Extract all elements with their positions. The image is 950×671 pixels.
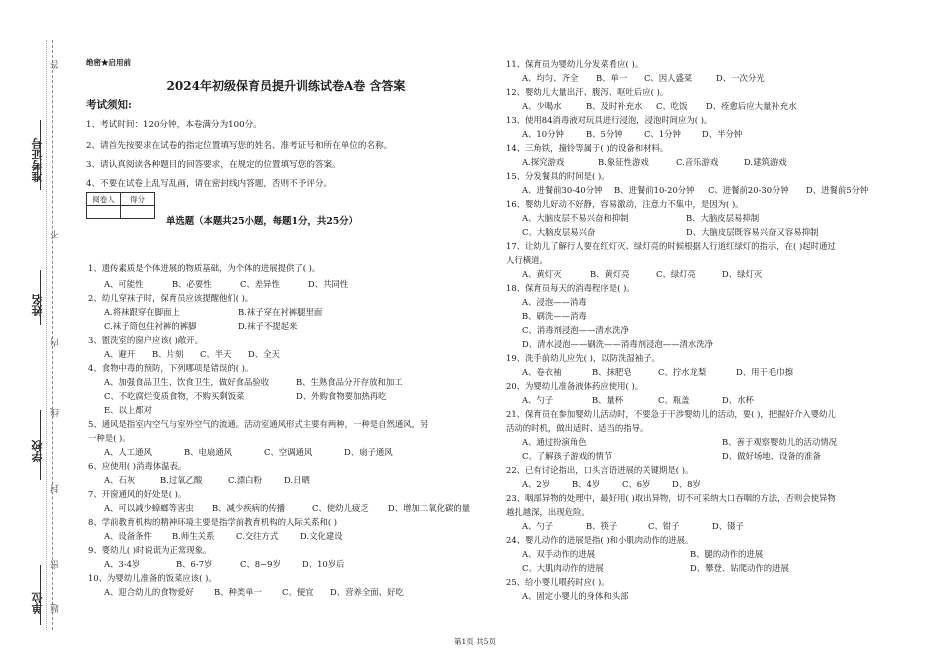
option[interactable]: A、石灰 <box>104 475 136 485</box>
option[interactable]: E、以上都对 <box>104 405 152 415</box>
option[interactable]: B、量杯 <box>592 395 624 405</box>
section-title: 单选题（本题共25小题，每题1分，共25分） <box>166 216 358 227</box>
option[interactable]: B、大脑皮层易抑制 <box>686 213 760 223</box>
option[interactable]: D.建筑游戏 <box>744 157 787 167</box>
option[interactable]: C、8~9岁 <box>240 559 281 569</box>
question-14: 14、三角铁，撞铃等属于( )的设备和材料。 <box>506 143 669 153</box>
notice-item: 3、请认真阅读各种题目的回答要求，在规定的位置填写您的答案。 <box>86 160 341 170</box>
question-21: 21、保育员在参加婴幼儿活动时，不要急于干涉婴幼儿的活动，要( )，把握好介入婴幼儿 <box>506 409 836 419</box>
admission-number-label: 准考证号 <box>31 138 44 182</box>
question-4: 4、食物中毒的预防，下列哪项是错误的( )。 <box>88 363 254 373</box>
option[interactable]: D、用干毛巾擦 <box>736 367 793 377</box>
option[interactable]: A、浸泡——消毒 <box>522 297 587 307</box>
option[interactable]: C、消毒剂浸泡——清水洗净 <box>522 325 629 335</box>
option[interactable]: C、差异性 <box>240 279 280 289</box>
question-13: 13、使用84消毒液对玩具进行浸泡，浸泡时间应为( )。 <box>506 115 713 125</box>
question-7: 7、开窗通风的好处是( )。 <box>88 489 187 499</box>
option[interactable]: A、均匀、齐全 <box>522 73 579 83</box>
option[interactable]: C.交往方式 <box>236 531 279 541</box>
option[interactable]: D、半分钟 <box>702 129 743 139</box>
question-17: 17、让幼儿了解行人要在红灯灭、绿灯亮的时候根据人行道红绿灯的指示，在( )起时通过 <box>506 241 836 251</box>
option[interactable]: B、4岁 <box>572 479 601 489</box>
option[interactable]: C、绿灯亮 <box>656 269 696 279</box>
school-field[interactable] <box>40 410 41 480</box>
score-table <box>86 192 155 219</box>
option[interactable]: A、10分钟 <box>522 129 564 139</box>
unit-label: 单位 <box>31 592 44 614</box>
option[interactable]: D、攀登、钻爬动作的进展 <box>690 563 789 573</box>
binding-strip <box>0 0 80 671</box>
page-title: 2024年初级保育员提升训练试卷A卷 含答案 <box>166 79 406 93</box>
question-5-cont: 一种是( )。 <box>88 433 131 443</box>
option[interactable]: D、痊愈后应大量补充水 <box>706 101 797 111</box>
option[interactable]: C.漂白粉 <box>228 475 262 485</box>
seal-mark: 线 <box>51 408 61 417</box>
unit-field[interactable] <box>40 565 41 625</box>
option[interactable]: D、水杯 <box>722 395 754 405</box>
option[interactable]: A、加强食品卫生、饮食卫生，做好食品验收 <box>104 377 270 387</box>
question-11: 11、保育员为婴幼儿分发菜肴应( )。 <box>506 59 644 69</box>
option[interactable]: A、可以减少蟑螂等害虫 <box>104 503 194 513</box>
question-21-cont: 活动的时机，做出适时、适当的指导。 <box>506 423 649 433</box>
option[interactable]: A、卷衣袖 <box>522 367 562 377</box>
option[interactable]: D、大脑皮层既容易兴奋又容易抑制 <box>686 227 819 237</box>
option[interactable]: B、生熟食品分开存放和加工 <box>296 377 403 387</box>
question-23-cont: 越扎越深，出现危险。 <box>506 507 590 517</box>
option[interactable]: B、善于观察婴幼儿的活动情况 <box>722 437 838 447</box>
grader-cell[interactable] <box>87 206 121 219</box>
option[interactable]: B.袜子穿在衬裤腿里面 <box>238 307 323 317</box>
option[interactable]: C、大肌肉动作的进展 <box>522 563 604 573</box>
question-20: 20、为婴幼儿准备液体药应使用( )。 <box>506 381 644 391</box>
option[interactable]: A.将袜跟穿在脚面上 <box>104 307 180 317</box>
seal-mark: 题 <box>51 604 61 613</box>
option[interactable]: C、因人盛菜 <box>644 73 693 83</box>
seal-mark: 答 <box>51 60 61 69</box>
option[interactable]: D、镊子 <box>712 521 744 531</box>
page-number: 第1页 共5页 <box>454 637 496 646</box>
option[interactable]: A、勺子 <box>522 521 554 531</box>
option[interactable]: A、黄灯灭 <box>522 269 562 279</box>
question-19: 19、洗手前幼儿应先( )，以防洗湿袖子。 <box>506 353 660 363</box>
option[interactable]: B.象征性游戏 <box>598 157 649 167</box>
question-12: 12、婴幼儿大量出汗、腹泻、呕吐后应( )。 <box>506 87 669 97</box>
option[interactable]: A、3-4岁 <box>104 559 141 569</box>
seal-line <box>52 40 53 630</box>
question-24: 24、婴儿动作的进展是指( )和小肌肉动作的进展。 <box>506 535 694 545</box>
seal-mark: 密 <box>51 560 61 569</box>
seal-mark: 内 <box>51 338 61 347</box>
option[interactable]: C、空调通风 <box>264 447 313 457</box>
option[interactable]: B、单一 <box>596 73 628 83</box>
option[interactable]: D、进餐前5分钟 <box>806 185 869 195</box>
score-label: 得分 <box>121 193 155 206</box>
option[interactable]: D、做好场地、设备的准备 <box>722 451 821 461</box>
option[interactable]: D、共同性 <box>308 279 349 289</box>
option[interactable]: D.文化建设 <box>300 531 343 541</box>
option[interactable]: A、少喝水 <box>522 101 562 111</box>
option[interactable]: C、便宜 <box>282 587 314 597</box>
option[interactable]: B、减少疾病的传播 <box>212 503 286 513</box>
option[interactable]: D、8岁 <box>672 479 701 489</box>
option[interactable]: C.音乐游戏 <box>676 157 719 167</box>
option[interactable]: A、通过扮演角色 <box>522 437 587 447</box>
option[interactable]: B、抹肥皂 <box>592 367 632 377</box>
question-10: 10、为婴幼儿准备的饭菜应该( )。 <box>88 573 217 583</box>
option[interactable]: B、筷子 <box>586 521 618 531</box>
seal-mark: 不 <box>51 230 61 239</box>
option[interactable]: B、腿的动作的进展 <box>690 549 764 559</box>
question-15: 15、分发餐具的时间是( )。 <box>506 171 610 181</box>
option[interactable]: C、吃饭 <box>656 101 688 111</box>
option[interactable]: D、全天 <box>248 349 280 359</box>
name-label: 姓名 <box>31 294 44 316</box>
option[interactable]: A、勺子 <box>522 395 554 405</box>
option[interactable]: A、可能性 <box>104 279 144 289</box>
option[interactable]: D、绿灯灭 <box>722 269 763 279</box>
option[interactable]: D、一次分光 <box>716 73 765 83</box>
option[interactable]: A、大脑皮层不易兴奋和抑制 <box>522 213 629 223</box>
option[interactable]: C、6岁 <box>622 479 651 489</box>
option[interactable]: C、瓶盖 <box>658 395 690 405</box>
option[interactable]: D.日晒 <box>284 475 310 485</box>
secret-mark: 绝密★启用前 <box>86 58 131 67</box>
notice-heading: 考试须知: <box>86 99 132 111</box>
option[interactable]: B、种类单一 <box>214 587 263 597</box>
grader-label: 阅卷人 <box>87 193 121 206</box>
option[interactable]: D.袜子不提起来 <box>238 321 298 331</box>
question-17-cont: 人行横道。 <box>506 255 548 265</box>
option[interactable]: C.袜子筒包住衬裤的裤脚 <box>104 321 197 331</box>
option[interactable]: D、营养全面、好吃 <box>330 587 404 597</box>
option[interactable]: C、了解孩子游戏的情节 <box>522 451 613 461</box>
question-23: 23、咽部异物的处理中，最好用( )取出异物，切不可采纳大口吞咽的方法，否则会使异物 <box>506 493 836 503</box>
option[interactable]: A、设备条件 <box>104 531 152 541</box>
option[interactable]: B、6-7岁 <box>176 559 213 569</box>
school-label: 学校 <box>31 440 44 462</box>
option[interactable]: B、5分钟 <box>586 129 623 139</box>
option[interactable]: C、进餐前20-30分钟 <box>708 185 789 195</box>
option[interactable]: B、进餐前10-20分钟 <box>614 185 695 195</box>
option[interactable]: D、外购食物要加热再吃 <box>296 391 387 401</box>
option[interactable]: B、必要性 <box>172 279 212 289</box>
option[interactable]: A、迎合幼儿的食物爱好 <box>104 587 194 597</box>
question-9: 9、婴幼儿( )时说谎为正常现象。 <box>88 545 212 555</box>
option[interactable]: A、固定小婴儿的身体和头部 <box>522 591 629 601</box>
option[interactable]: D、10岁后 <box>302 559 345 569</box>
notice-item: 1、考试时间：120分钟，本卷满分为100分。 <box>86 120 262 130</box>
option[interactable]: C、使幼儿疲乏 <box>312 503 369 513</box>
option[interactable]: B.过氧乙酸 <box>160 475 203 485</box>
option[interactable]: D、增加二氧化碳的量 <box>388 503 471 513</box>
option[interactable]: B、黄灯亮 <box>590 269 630 279</box>
question-1: 1、遗传素质是个体进展的物质基础，为个体的进展提供了( )。 <box>88 263 321 273</box>
option[interactable]: A、进餐前30-40分钟 <box>522 185 603 195</box>
notice-item: 4、不要在试卷上乱写乱画，请在密封线内答题，否则不予评分。 <box>86 179 333 189</box>
seal-line-inner <box>46 40 47 630</box>
option[interactable]: B、片刻 <box>152 349 184 359</box>
option[interactable]: C、拧水龙梨 <box>658 367 707 377</box>
option[interactable]: B、及时补充水 <box>586 101 643 111</box>
question-16: 16、婴幼儿好动不好静，容易激动，注意力不集中，是因为( )。 <box>506 199 744 209</box>
question-6: 6、应使用( )消毒体温表。 <box>88 461 187 471</box>
name-field[interactable] <box>40 270 41 325</box>
option[interactable]: C、半天 <box>200 349 232 359</box>
option[interactable]: A、人工通风 <box>104 447 152 457</box>
option[interactable]: D、清水浸泡——刷洗——消毒剂浸泡——清水洗净 <box>522 339 713 349</box>
option[interactable]: A、避开 <box>104 349 136 359</box>
question-18: 18、保育员每天的消毒程序是( )。 <box>506 283 635 293</box>
option[interactable]: D、扇子通风 <box>344 447 393 457</box>
question-2: 2、幼儿穿袜子时，保育员应该提醒他们( )。 <box>88 293 254 303</box>
question-8: 8、学前教育机构的精神环境主要是指学前教育机构的人际关系和( ) <box>88 517 338 527</box>
question-5: 5、通风是指室内空气与室外空气的流通。活动室通风形式主要有两种，一种是自然通风，另 <box>88 419 429 429</box>
option[interactable]: A.探究游戏 <box>522 157 565 167</box>
option[interactable]: C、大脑皮层易兴奋 <box>522 227 596 237</box>
option[interactable]: B.师生关系 <box>172 531 215 541</box>
notice-item: 2、请首先按要求在试卷的指定位置填写您的姓名、准考证号和所在单位的名称。 <box>86 141 393 151</box>
option[interactable]: A、双手动作的进展 <box>522 549 596 559</box>
option[interactable]: B、电扇通风 <box>184 447 233 457</box>
question-22: 22、已有讨论指出，口头言语进展的关键期是( )。 <box>506 465 694 475</box>
option[interactable]: B、刷洗——消毒 <box>522 311 587 321</box>
option[interactable]: C、钳子 <box>648 521 680 531</box>
option[interactable]: C、1分钟 <box>644 129 681 139</box>
question-3: 3、盥洗室的窗户应该( )敞开。 <box>88 335 204 345</box>
score-cell[interactable] <box>121 206 155 219</box>
question-25: 25、给小婴儿喂药时应( )。 <box>506 577 610 587</box>
seal-mark: 封 <box>51 484 61 493</box>
admission-number-field[interactable] <box>40 120 41 190</box>
option[interactable]: A、2岁 <box>522 479 551 489</box>
option[interactable]: C、不吃腐烂变质食物，不购买剩饭菜 <box>104 391 245 401</box>
